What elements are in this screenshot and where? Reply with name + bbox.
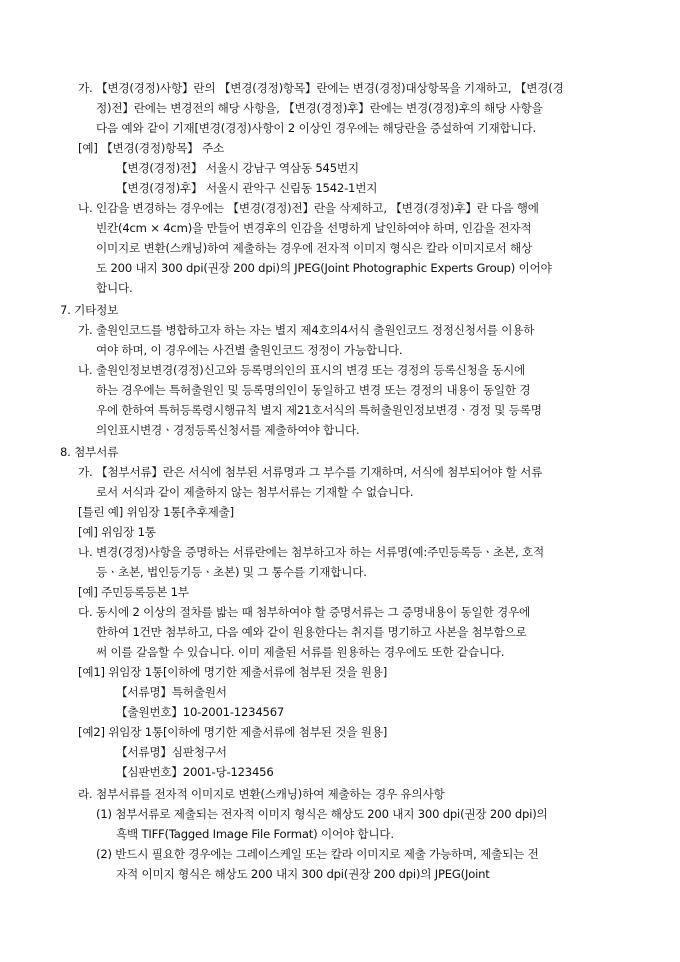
- text-line: 다. 동시에 2 이상의 절차를 밟는 때 첨부하여야 할 증명서류는 그 증명내용이 동일한 경우에: [78, 605, 530, 619]
- text-line: 나. 출원인정보변경(경정)신고와 등록명의인의 표시의 변경 또는 경정의 등록신청을 동시에: [78, 363, 526, 377]
- example-line: 【서류명】심판청구서: [116, 745, 227, 759]
- text-line: 나. 변경(경정)사항을 증명하는 서류란에는 첨부하고자 하는 서류명(예:주민등록등ㆍ초본, 호적: [78, 545, 545, 559]
- example-line: 【심판번호】2001-당-123456: [116, 765, 274, 779]
- text-line: 하는 경우에는 특허출원인 및 등록명의인이 동일하고 변경 또는 경정의 내용이 동일한 경: [96, 383, 531, 397]
- text-line: 여야 하며, 이 경우에는 사건별 출원인코드 정정이 가능합니다.: [96, 343, 403, 357]
- text-line: 정)전】란에는 변경전의 해당 사항을, 【변경(경정)후】란에는 변경(경정)후의 해당 사항을: [96, 101, 543, 115]
- section-heading: 8. 첨부서류: [60, 445, 119, 459]
- text-line: 도 200 내지 300 dpi(권장 200 dpi)의 JPEG(Joint Photographic Experts Group) 이어야: [96, 261, 552, 275]
- text-line: 등ㆍ초본, 법인등기등ㆍ초본) 및 그 통수를 기재합니다.: [96, 565, 367, 579]
- example-line: [예] 【변경(경정)항목】 주소: [78, 141, 225, 155]
- text-line: 우에 한하여 특허등록령시행규칙 별지 제21호서식의 특허출원인정보변경ㆍ경정 및 등록명: [96, 403, 542, 417]
- text-line: 이미지로 변환(스캐닝)하여 제출하는 경우에 전자적 이미지 형식은 칼라 이미지로서 해상: [96, 241, 533, 255]
- text-line: 가. 출원인코드를 병합하고자 하는 자는 별지 제4호의4서식 출원인코드 정정신청서를 이용하: [78, 323, 535, 337]
- text-line: 로서 서식과 같이 제출하지 않는 첨부서류는 기재할 수 없습니다.: [96, 485, 414, 499]
- example-line: 【변경(경정)전】 서울시 강남구 역삼동 545번지: [116, 161, 359, 175]
- example-line: [예2] 위임장 1통[이하에 명기한 제출서류에 첨부된 것을 원용]: [78, 725, 388, 739]
- text-line: 나. 인감을 변경하는 경우에는 【변경(경정)전】란을 삭제하고, 【변경(경정)후】란 다음 행에: [78, 201, 539, 215]
- text-line: 라. 첨부서류를 전자적 이미지로 변환(스캐닝)하여 제출하는 경우 유의사항: [78, 787, 445, 801]
- example-line: 【출원번호】10-2001-1234567: [116, 705, 285, 719]
- text-line: 합니다.: [96, 281, 133, 295]
- text-line: (1) 첨부서류로 제출되는 전자적 이미지 형식은 해상도 200 내지 300 dpi(권장 200 dpi)의: [96, 807, 548, 821]
- text-line: 가. 【첨부서류】란은 서식에 첨부된 서류명과 그 부수를 기재하며, 서식에 첨부되어야 할 서류: [78, 465, 543, 479]
- text-line: 빈칸(4cm × 4cm)을 만들어 변경후의 인감을 선명하게 날인하여야 하며, 인감을 전자적: [96, 221, 532, 235]
- text-line: 써 이를 갈음할 수 있습니다. 이미 제출된 서류를 원용하는 경우에도 또한 같습니다.: [96, 645, 505, 659]
- example-line: [예] 주민등록등본 1부: [78, 585, 189, 599]
- text-line: 가. 【변경(경정)사항】란의 【변경(경정)항목】란에는 변경(경정)대상항목을 기재하고, 【변경(경: [78, 81, 564, 95]
- text-line: 의인표시변경ㆍ경정등록신청서를 제출하여야 합니다.: [96, 423, 360, 437]
- text-line: 다음 예와 같이 기재[변경(경정)사항이 2 이상인 경우에는 해당란을 증설하여 기재합니다.: [96, 121, 536, 135]
- example-line: 【서류명】특허출원서: [116, 685, 227, 699]
- example-line: [예] 위임장 1통: [78, 525, 156, 539]
- text-line: 흑백 TIFF(Tagged Image File Format) 이어야 합니다.: [116, 827, 394, 841]
- section-heading: 7. 기타정보: [60, 303, 119, 317]
- example-line: [예1] 위임장 1통[이하에 명기한 제출서류에 첨부된 것을 원용]: [78, 665, 388, 679]
- text-line: (2) 반드시 필요한 경우에는 그레이스케일 또는 칼라 이미지로 제출 가능하며, 제출되는 전: [96, 847, 539, 861]
- text-line: 한하여 1건만 첨부하고, 다음 예와 같이 원용한다는 취지를 명기하고 사본을 첨부함으로: [96, 625, 527, 639]
- example-line: [틀린 예] 위임장 1통[추후제출]: [78, 505, 234, 519]
- text-line: 자적 이미지 형식은 해상도 200 내지 300 dpi(권장 200 dpi)의 JPEG(Joint: [116, 867, 490, 881]
- example-line: 【변경(경정)후】 서울시 관악구 신림동 1542-1번지: [116, 181, 378, 195]
